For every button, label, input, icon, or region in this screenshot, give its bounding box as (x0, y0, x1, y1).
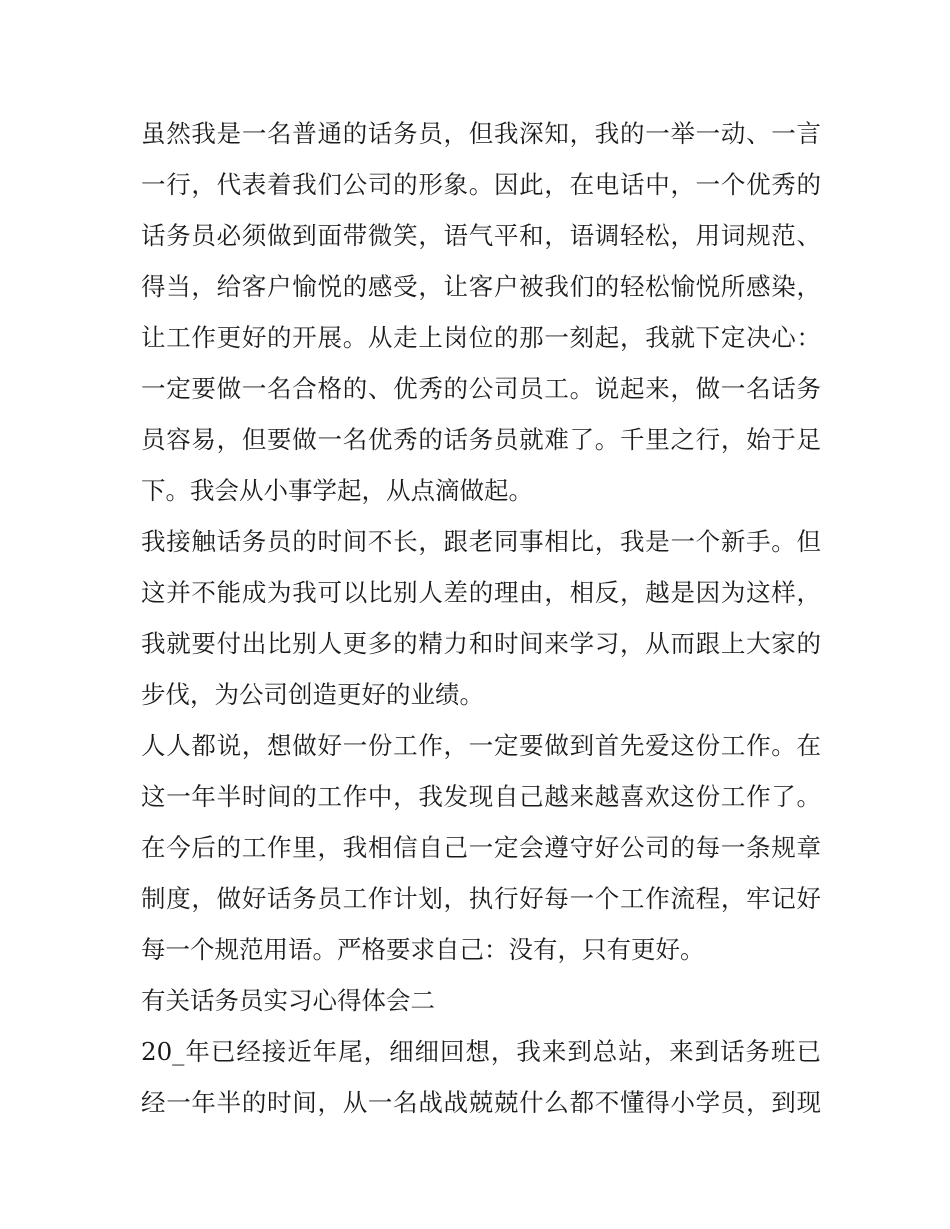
paragraph-4 (141, 1026, 821, 1128)
text-line: 在今后的工作里，我相信自己一定会遵守好公司的每一条规章 (141, 833, 821, 862)
paragraph-3 (141, 720, 821, 975)
text-line: 虽然我是一名普通的话务员，但我深知，我的一举一动、一言 (141, 119, 821, 148)
heading-text: 有关话务员实习心得体会二 (141, 986, 435, 1015)
text-line: 一行，代表着我们公司的形象。因此，在电话中，一个优秀的 (141, 170, 821, 199)
paragraph-2 (141, 516, 821, 720)
paragraph-1 (141, 108, 821, 516)
text-line: 下。我会从小事学起，从点滴做起。 (141, 476, 533, 505)
text-line: 经一年半的时间，从一名战战兢兢什么都不懂得小学员，到现 (141, 1088, 821, 1117)
text-line: 20_年已经接近年尾，细细回想，我来到总站，来到话务班已 (141, 1037, 821, 1066)
text-line: 人人都说，想做好一份工作，一定要做到首先爱这份工作。在 (141, 731, 821, 760)
text-line: 话务员必须做到面带微笑，语气平和，语调轻松，用词规范、 (141, 221, 821, 250)
text-line: 这一年半时间的工作中，我发现自己越来越喜欢这份工作了。 (141, 782, 821, 811)
text-line: 这并不能成为我可以比别人差的理由，相反，越是因为这样， (141, 578, 821, 607)
text-line: 制度，做好话务员工作计划，执行好每一个工作流程，牢记好 (141, 884, 821, 913)
text-line: 让工作更好的开展。从走上岗位的那一刻起，我就下定决心： (141, 323, 821, 352)
text-line: 员容易，但要做一名优秀的话务员就难了。千里之行，始于足 (141, 425, 821, 454)
text-line: 步伐，为公司创造更好的业绩。 (141, 680, 484, 709)
text-line: 每一个规范用语。严格要求自己：没有，只有更好。 (141, 935, 705, 964)
section-heading (141, 975, 821, 1026)
document-body (141, 108, 821, 1128)
text-line: 我接触话务员的时间不长，跟老同事相比，我是一个新手。但 (141, 527, 821, 556)
text-line: 一定要做一名合格的、优秀的公司员工。说起来，做一名话务 (141, 374, 821, 403)
text-line: 我就要付出比别人更多的精力和时间来学习，从而跟上大家的 (141, 629, 821, 658)
text-line: 得当，给客户愉悦的感受，让客户被我们的轻松愉悦所感染， (141, 272, 821, 301)
